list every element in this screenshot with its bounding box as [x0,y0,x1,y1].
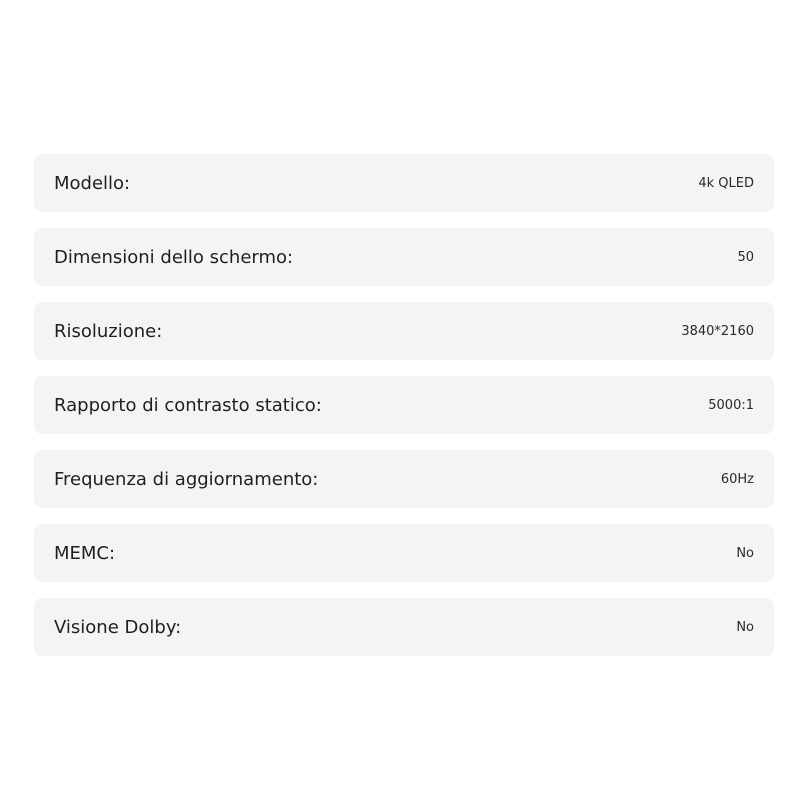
spec-label: Visione Dolby: [54,616,182,638]
spec-label: Frequenza di aggiornamento: [54,468,319,490]
spec-value: No [736,545,754,561]
spec-row-refresh-rate [34,450,774,508]
spec-value: 50 [737,249,754,265]
spec-row-model [34,154,774,212]
spec-value: 4k QLED [698,175,754,191]
spec-label: Rapporto di contrasto statico: [54,394,322,416]
spec-row-screen-size [34,228,774,286]
spec-row-resolution [34,302,774,360]
spec-value: 5000:1 [708,397,754,413]
spec-label: Dimensioni dello schermo: [54,246,294,268]
spec-label: MEMC: [54,542,116,564]
spec-row-contrast-ratio [34,376,774,434]
spec-label: Risoluzione: [54,320,163,342]
spec-value: No [736,619,754,635]
spec-row-dolby-vision [34,598,774,656]
spec-value: 3840*2160 [681,323,754,339]
spec-value: 60Hz [720,471,754,487]
spec-list [34,154,774,656]
spec-row-memc [34,524,774,582]
spec-label: Modello: [54,172,131,194]
